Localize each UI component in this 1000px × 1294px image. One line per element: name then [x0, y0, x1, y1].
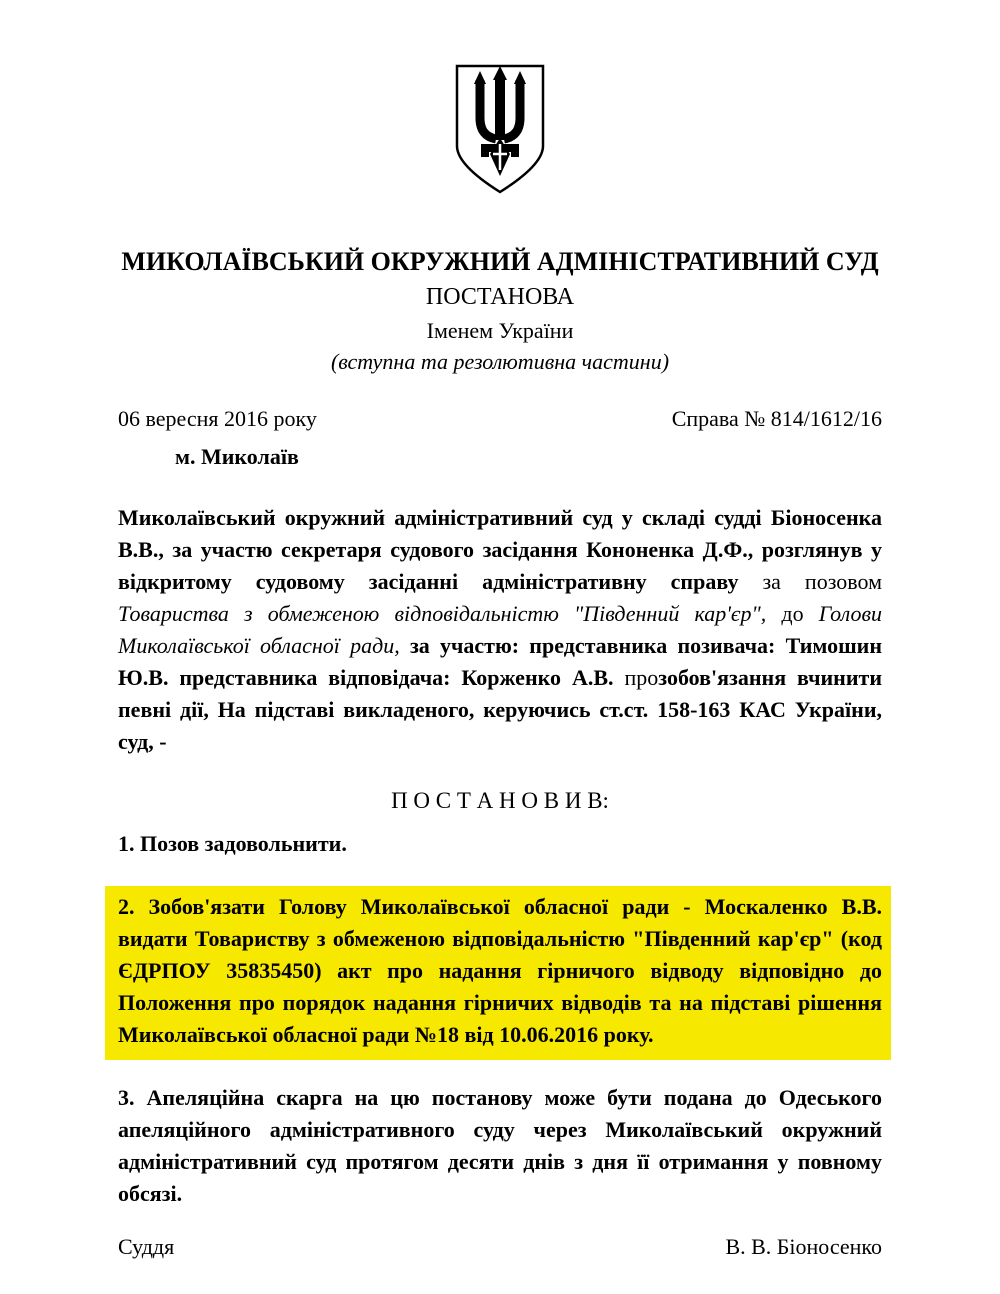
- resolution-item-1: 1. Позов задовольнити.: [118, 830, 347, 856]
- document-subtitle: (вступна та резолютивна частини): [330, 349, 670, 375]
- case-info-row: [118, 406, 882, 432]
- ukraine-coat-of-arms-emblem: [450, 62, 550, 196]
- text-run: Миколаївський окружний адміністративний суд у складі судді Біоносенка В.В., за участю секретаря судового засідання Кононенка Д.Ф., розглянув у відкритому судовому засіданні адміністративну справу: [118, 505, 882, 595]
- city-line: м. Миколаїв: [175, 444, 299, 470]
- text-run: за участю: представника позивача: Тимошин Ю.В. представника відповідача: Корженко А.В.: [118, 633, 882, 691]
- trident-shield-icon: [450, 62, 550, 196]
- in-the-name-of-ukraine-line: Іменем України: [426, 317, 574, 343]
- judge-name: В. В. Біоносенко: [725, 1233, 882, 1259]
- text-run: до: [766, 601, 819, 627]
- text-run: про: [624, 665, 659, 691]
- text-run: Товариства з обмеженою відповідальністю "Південний кар'єр",: [118, 601, 767, 627]
- text-run: за позовом: [738, 569, 883, 595]
- decision-date: 06 вересня 2016 року: [118, 406, 317, 432]
- resolution-item-2-highlighted: 2. Зобов'язати Голову Миколаївської обласної ради - Москаленко В.В. видати Товариству з обмеженою відповідальністю "Південний кар'єр" (код ЄДРПОУ 35835450) акт про надання гірничого відводу відповідно до Положення про порядок надання гірничих відводів та на підставі рішення Миколаївської обласної ради №18 від 10.06.2016 року.: [105, 886, 891, 1060]
- resolution-item-3: 3. Апеляційна скарга на цю постанову може бути подана до Одеського апеляційного адміністративного суду через Миколаївський окружний адміністративний суд протягом десяти днів з дня її отримання у повному обсязі.: [118, 1084, 882, 1206]
- text-run: Голови Миколаївської обласної ради,: [118, 601, 882, 659]
- signature-row: [118, 1234, 882, 1260]
- judge-role-label: Суддя: [118, 1233, 175, 1259]
- document-type-title: ПОСТАНОВА: [425, 283, 575, 310]
- text-run: зобов'язання вчинити певні дії, На підставі викладеного, керуючись ст.ст. 158-163 КАС України, суд, -: [118, 665, 882, 755]
- intro-paragraph: [118, 502, 882, 758]
- court-name-title: МИКОЛАЇВСЬКИЙ ОКРУЖНИЙ АДМІНІСТРАТИВНИЙ СУД: [121, 247, 879, 276]
- resolution-heading: П О С Т А Н О В И В:: [391, 788, 609, 814]
- case-number: Справа № 814/1612/16: [671, 406, 882, 432]
